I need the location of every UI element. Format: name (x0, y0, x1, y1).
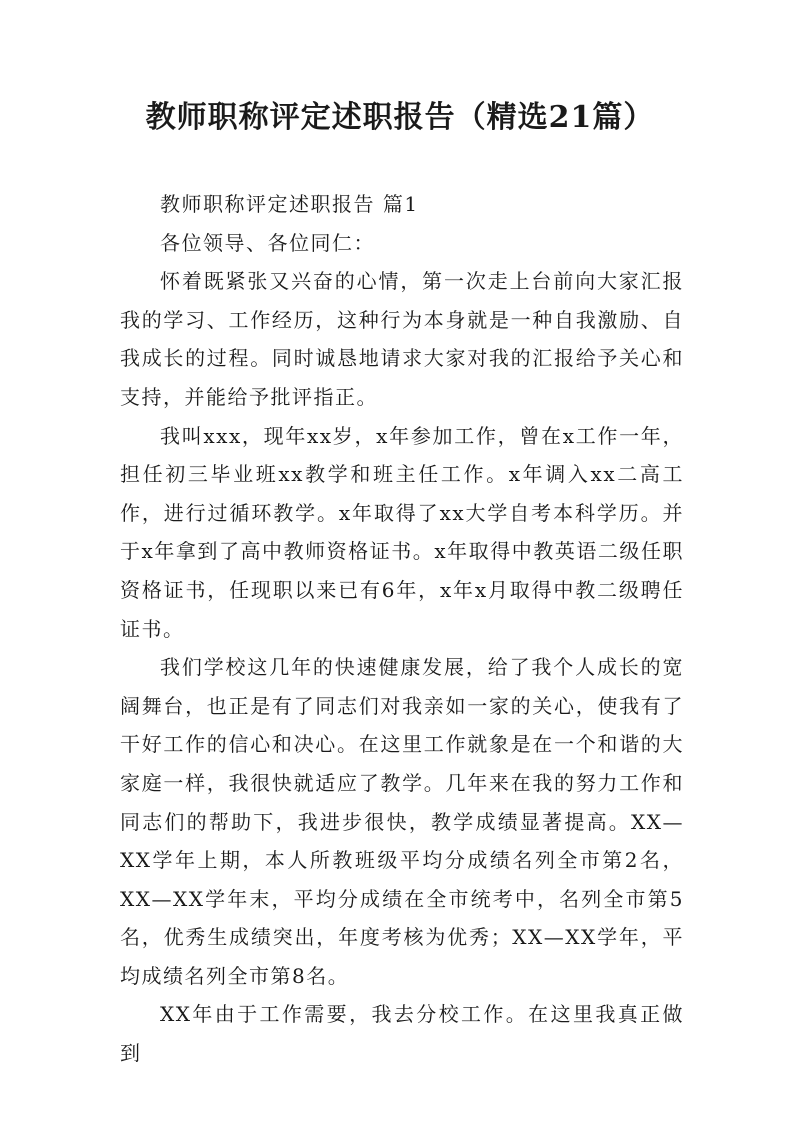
section-heading: 教师职称评定述职报告 篇1 (160, 192, 419, 216)
document-title: 教师职称评定述职报告（精选21篇） (145, 100, 655, 135)
greeting-line: 各位领导、各位同仁： (160, 230, 375, 255)
document-body (120, 185, 684, 1073)
paragraph: 怀着既紧张又兴奋的心情，第一次走上台前向大家汇报我的学习、工作经历，这种行为本身就是一种自我激励、自我成长的过程。同时诚恳地请求大家对我的汇报给予关心和支持，并能给予批评指正。 (120, 269, 684, 409)
paragraph: 我叫xxx，现年xx岁，x年参加工作，曾在x工作一年，担任初三毕业班xx教学和班主任工作。x年调入xx二高工作，进行过循环教学。x年取得了xx大学自考本科学历。并于x年拿到了高中教师资格证书。x年取得中教英语二级任职资格证书，任现职以来已有6年，x年x月取得中教二级聘任证书。 (120, 423, 684, 641)
paragraph: 我们学校这几年的快速健康发展，给了我个人成长的宽阔舞台，也正是有了同志们对我亲如一家的关心，使我有了干好工作的信心和决心。在这里工作就象是在一个和谐的大家庭一样，我很快就适应了教学。几年来在我的努力工作和同志们的帮助下，我进步很快，教学成绩显著提高。XX—XX学年上期，本人所教班级平均分成绩名列全市第2名，XX—XX学年末，平均分成绩在全市统考中，名列全市第5名，优秀生成绩突出，年度考核为优秀；XX—XX学年，平均成绩名列全市第8名。 (120, 655, 684, 988)
paragraph: XX年由于工作需要，我去分校工作。在这里我真正做到 (120, 1002, 684, 1066)
